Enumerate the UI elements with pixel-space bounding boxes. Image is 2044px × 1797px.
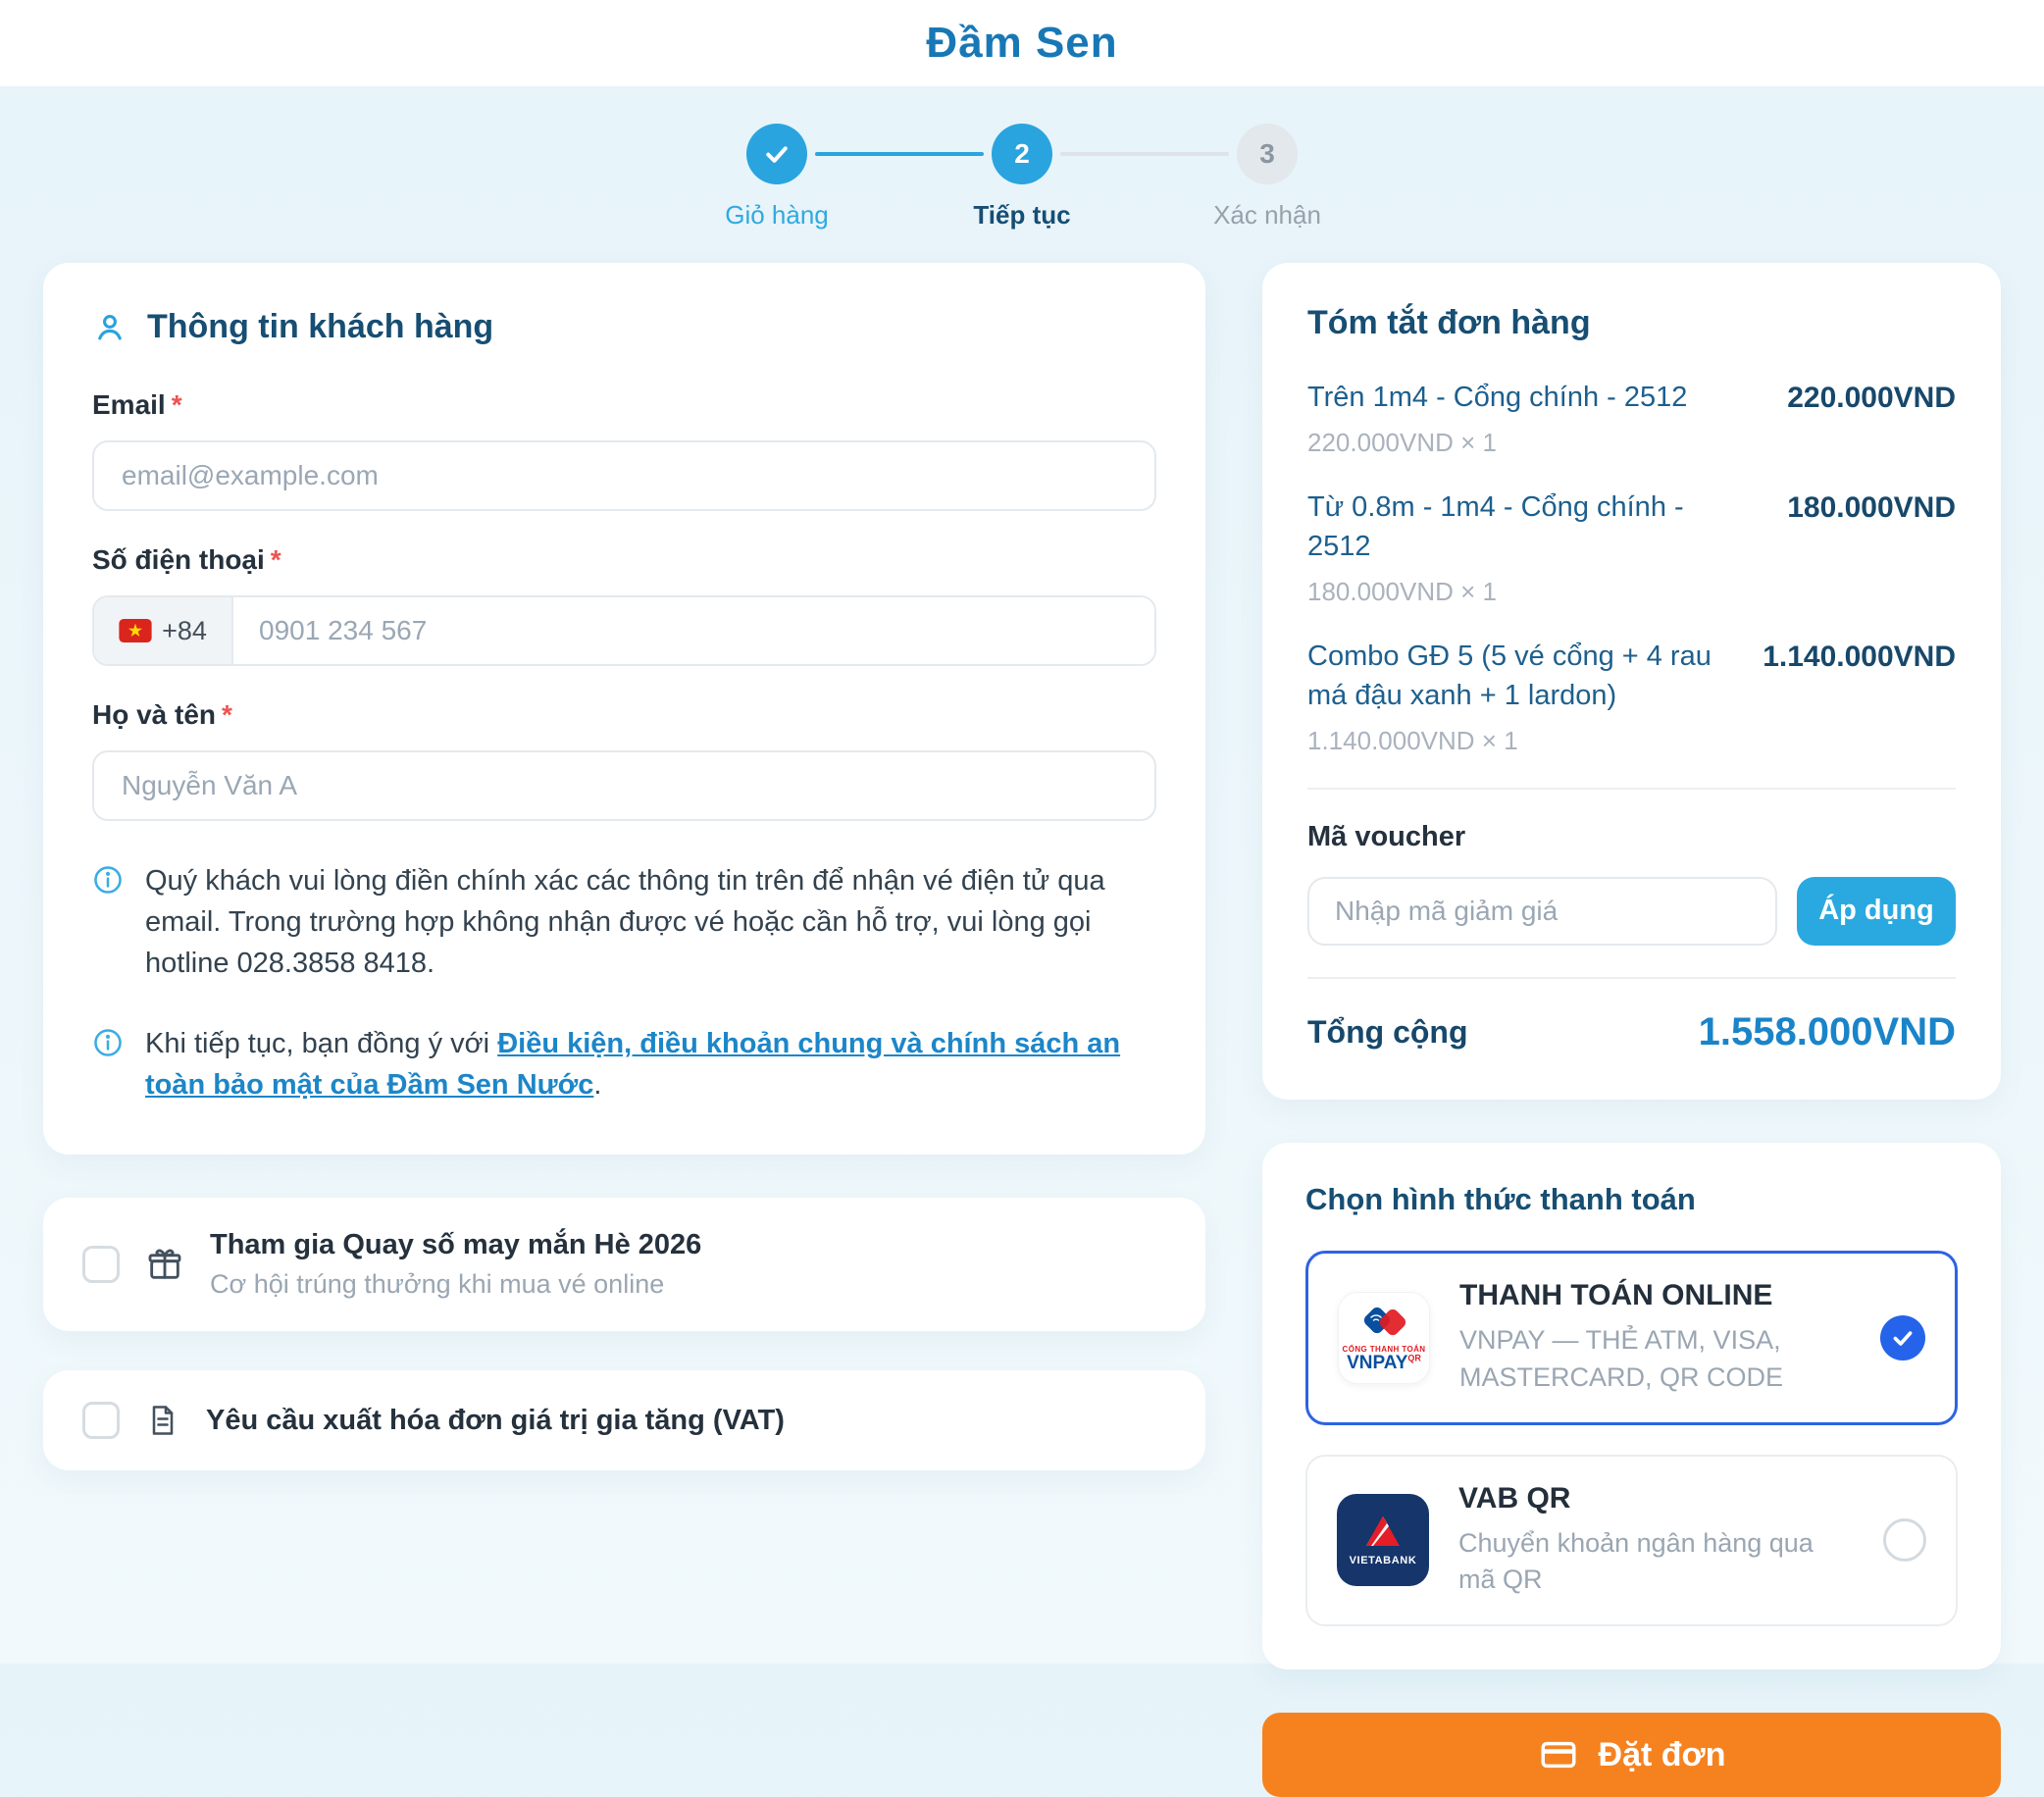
customer-info-card: [43, 263, 1205, 1155]
vnpay-logo: [1338, 1292, 1430, 1384]
order-item-price: 220.000VND: [1787, 382, 1956, 414]
name-label: [92, 699, 1156, 731]
email-field[interactable]: [92, 440, 1156, 511]
vnpay-diamonds-icon: [1356, 1304, 1411, 1343]
lucky-draw-subtitle: Cơ hội trúng thưởng khi mua vé online: [210, 1269, 665, 1300]
terms-link[interactable]: Điều kiện, điều khoản chung và chính sách an toàn bảo mật của Đầm Sen Nước: [145, 1028, 1121, 1102]
order-summary-card: [1262, 263, 2001, 1100]
order-item-price: 1.140.000VND: [1763, 640, 1956, 673]
step-confirm: [1213, 124, 1321, 230]
order-item-info: [1307, 637, 1749, 756]
info-note-terms: [92, 1023, 1156, 1105]
vnpay-logo-brand: [1347, 1354, 1421, 1372]
order-item-name: Từ 0.8m - 1m4 - Cổng chính - 2512: [1307, 490, 1684, 563]
order-item-detail: 220.000VND × 1: [1307, 427, 1497, 457]
damsen-logo: Đầm Sen: [926, 19, 1118, 67]
vabqr-option-texts: [1458, 1482, 1854, 1600]
vabqr-option-name: VAB QR: [1458, 1481, 1571, 1515]
name-field[interactable]: [92, 750, 1156, 821]
total-row: [1307, 1010, 1956, 1054]
required-asterisk: *: [270, 544, 281, 575]
email-label-text: Email: [92, 389, 166, 420]
payment-option-vabqr[interactable]: [1305, 1455, 1958, 1627]
vabqr-radio[interactable]: [1883, 1518, 1926, 1562]
required-asterisk: *: [171, 389, 182, 420]
payment-title: Chọn hình thức thanh toán: [1305, 1181, 1696, 1216]
order-item-info: [1307, 378, 1687, 458]
step-confirm-circle: 3: [1237, 124, 1298, 184]
info-icon: [92, 1027, 124, 1058]
phone-field[interactable]: [233, 597, 1154, 664]
step-connector-pending: [1060, 152, 1229, 156]
vnpay-logo-smalltext: CỔNG THANH TOÁN: [1342, 1344, 1426, 1354]
order-item-name: Trên 1m4 - Cổng chính - 2512: [1307, 382, 1688, 413]
right-column: [1262, 263, 2001, 1797]
vnpay-selected-state[interactable]: [1880, 1315, 1925, 1361]
place-order-button[interactable]: [1262, 1713, 2001, 1797]
terms-prefix: Khi tiếp tục, bạn đồng ý với: [145, 1028, 498, 1060]
voucher-input[interactable]: [1307, 877, 1777, 946]
vat-checkbox[interactable]: [82, 1402, 120, 1439]
left-column: [43, 263, 1205, 1470]
order-item-name: Combo GĐ 5 (5 vé cổng + 4 rau má đậu xanh + 1 lardon): [1307, 640, 1712, 712]
vat-label: Yêu cầu xuất hóa đơn giá trị gia tăng (VAT): [206, 1404, 785, 1436]
gift-icon: [145, 1245, 184, 1284]
name-field-group: [92, 699, 1156, 821]
lucky-draw-texts: [210, 1229, 701, 1300]
phone-label: [92, 544, 1156, 576]
customer-info-header: [92, 308, 1156, 346]
info-note-ticket: [92, 860, 1156, 984]
step-continue[interactable]: [973, 124, 1071, 230]
total-label: Tổng cộng: [1307, 1013, 1468, 1050]
app-header: [0, 0, 2044, 86]
phone-country-code[interactable]: [94, 597, 233, 664]
vabqr-option-desc: Chuyển khoản ngân hàng qua mã QR: [1458, 1527, 1814, 1595]
name-label-text: Họ và tên: [92, 699, 217, 730]
voucher-label: Mã voucher: [1307, 820, 1466, 852]
apply-voucher-button[interactable]: Áp dụng: [1797, 877, 1956, 946]
person-icon: [92, 310, 128, 345]
customer-info-title: Thông tin khách hàng: [147, 308, 494, 345]
lucky-draw-title: Tham gia Quay số may mắn Hè 2026: [210, 1229, 702, 1261]
summary-divider: [1307, 977, 1956, 979]
order-item: [1307, 488, 1956, 607]
place-order-label: Đặt đơn: [1598, 1735, 1726, 1773]
order-summary-title: Tóm tắt đơn hàng: [1307, 304, 1591, 341]
vnpay-option-name: THANH TOÁN ONLINE: [1459, 1278, 1773, 1311]
step-continue-label: Tiếp tục: [973, 200, 1071, 230]
lucky-draw-checkbox[interactable]: [82, 1246, 120, 1283]
vnpay-brand-sup: QR: [1407, 1353, 1421, 1363]
checkout-stepper: [0, 86, 2044, 259]
info-note-ticket-text: Quý khách vui lòng điền chính xác các thông tin trên để nhận vé điện tử qua email. Trong trường hợp không nhận được vé hoặc cần hỗ trợ, vui lòng gọi hotline 028.3858 8418.: [145, 865, 1105, 980]
step-cart-circle: [746, 124, 807, 184]
email-label: [92, 389, 1156, 421]
summary-divider: [1307, 788, 1956, 790]
vietabank-triangle-icon: [1361, 1514, 1405, 1549]
order-item-price: 180.000VND: [1787, 490, 1956, 524]
check-icon: [1890, 1325, 1916, 1351]
voucher-row: [1307, 877, 1956, 946]
step-connector-active: [815, 152, 984, 156]
document-icon: [145, 1403, 180, 1438]
step-cart-label: Giỏ hàng: [725, 200, 829, 230]
step-confirm-label: Xác nhận: [1213, 200, 1321, 230]
payment-method-card: [1262, 1143, 2001, 1669]
phone-input-composite: [92, 595, 1156, 666]
order-item: [1307, 378, 1956, 458]
radio-unselected-icon: [1883, 1518, 1926, 1562]
selected-check-icon: [1880, 1315, 1925, 1361]
vat-invoice-card[interactable]: [43, 1370, 1205, 1470]
step-continue-circle: 2: [992, 124, 1052, 184]
phone-prefix-text: +84: [162, 615, 207, 645]
main-content: [0, 263, 2044, 1797]
order-item-detail: 1.140.000VND × 1: [1307, 725, 1518, 755]
phone-field-group: [92, 544, 1156, 666]
info-note-terms-text: [145, 1023, 1156, 1105]
step-cart[interactable]: [725, 124, 829, 230]
info-icon: [92, 864, 124, 896]
order-item: [1307, 637, 1956, 756]
lucky-draw-card[interactable]: [43, 1198, 1205, 1331]
check-icon: [762, 139, 792, 169]
credit-card-icon: [1538, 1734, 1579, 1775]
email-field-group: [92, 389, 1156, 511]
terms-suffix: .: [593, 1069, 602, 1102]
vietabank-logo-text: VIETABANK: [1349, 1555, 1417, 1567]
payment-option-vnpay[interactable]: [1305, 1251, 1958, 1425]
order-item-detail: 180.000VND × 1: [1307, 576, 1497, 606]
phone-label-text: Số điện thoại: [92, 544, 265, 575]
vietnam-flag-icon: [119, 619, 152, 642]
vietabank-logo: [1337, 1494, 1429, 1586]
vnpay-option-desc: VNPAY — THẺ ATM, VISA, MASTERCARD, QR CODE: [1459, 1324, 1784, 1392]
order-item-info: [1307, 488, 1749, 607]
required-asterisk: *: [222, 699, 232, 730]
total-value: 1.558.000VND: [1698, 1009, 1956, 1053]
vnpay-option-texts: [1459, 1279, 1813, 1397]
vnpay-brand-text: VNPAY: [1347, 1352, 1408, 1373]
